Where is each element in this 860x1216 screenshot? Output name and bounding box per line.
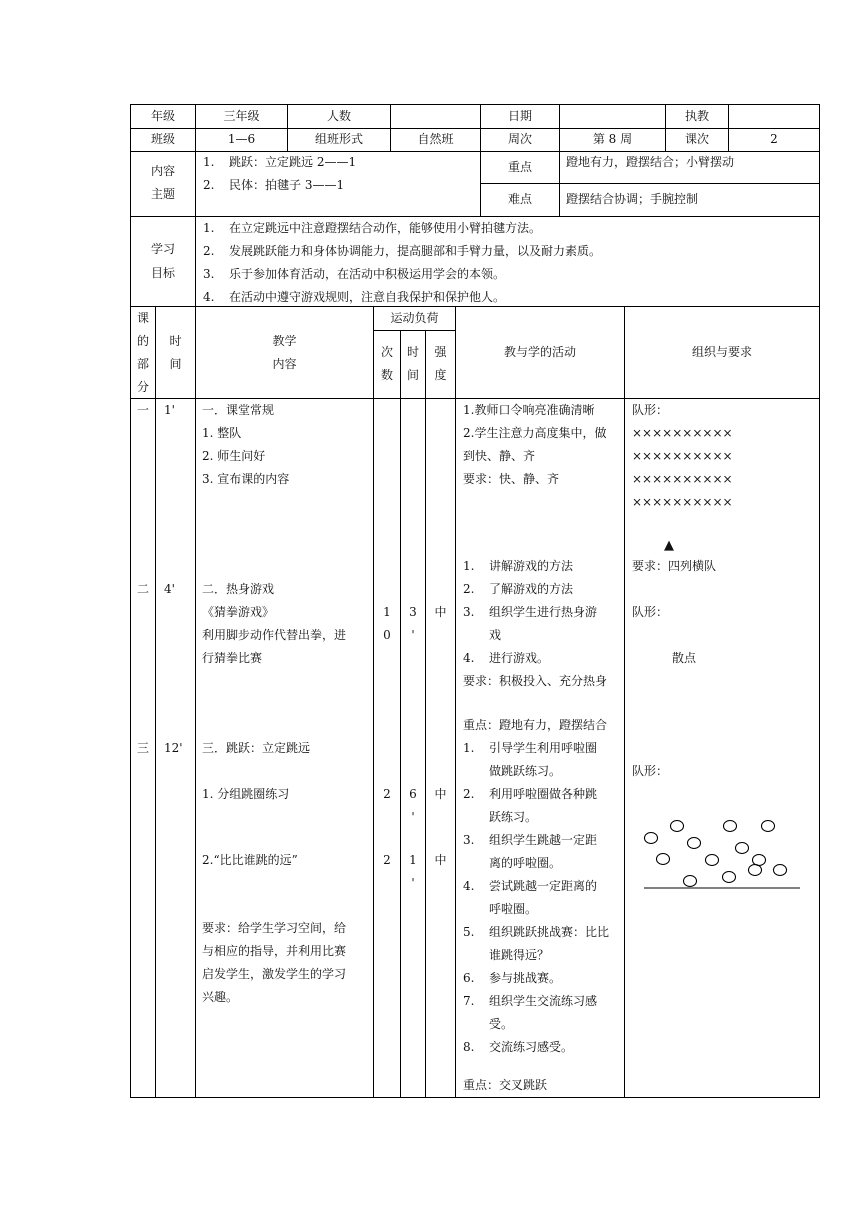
hoop-icon [684,876,697,887]
s1-organize: 队形： ×××××××××× ×××××××××× ×××××××××× ×××××××××× [632,399,733,514]
s3-key: 重点：蹬地有力，蹬摆结合 [463,718,608,732]
col-organize-header: 组织与要求 [691,345,752,359]
formation-row: ×××××××××× [632,495,733,509]
date-label: 日期 [507,109,532,123]
week-value: 第 8 周 [592,132,633,146]
key-label: 重点 [507,160,532,174]
goal-item: 1. 在立定跳远中注意蹬摆结合动作，能够使用小臂拍毽方法。 [203,221,542,235]
s3-p2-count: 2 [383,853,391,867]
content-item: 1. 跳跃：立定跳远 2——1 [203,155,357,169]
s3-practice1: 1. 分组跳圈练习 [202,787,290,801]
s3-practice2: 2.“比比谁跳的远” [202,853,298,867]
lesson-value: 2 [770,132,778,146]
teacher-marker-icon: ▲ [664,538,674,553]
formation-row: ×××××××××× [632,472,733,486]
hoop-icon [706,855,719,866]
s1-content: 一．课堂常规 1. 整队 2. 师生问好 3. 宣布课的内容 [202,403,290,486]
col-activity-header: 教与学的活动 [503,345,576,359]
col-count-header: 次 数 [380,345,393,382]
week-label: 周次 [507,132,532,146]
form-label: 组班形式 [314,132,363,146]
s3-p1-count: 2 [383,787,391,801]
count-label: 人数 [326,109,351,123]
list-item: 4. 进行游戏。 [463,651,550,665]
s2-intensity: 中 [434,605,447,619]
s2-activity-req: 要求：积极投入、充分热身 [463,674,608,688]
s1-requirement: 要求：四列横队 [632,559,717,573]
list-item: 戏 [489,628,502,642]
difficulty-label: 难点 [507,192,532,206]
s3-part: 三 [136,741,149,755]
s1-part: 一 [136,403,149,417]
s2-part: 二 [136,582,149,596]
s3-p1-intensity: 中 [434,787,447,801]
s3-p2-intensity: 中 [434,853,447,867]
s3-time: 12' [164,741,183,755]
col-teach-header-2: 内容 [272,357,297,371]
col-part-header: 课 的 部 分 [136,311,149,394]
s1-activity: 1.教师口令响亮准确清晰 2.学生注意力高度集中，做 到快、静、齐 要求：快、静、齐 [463,403,607,486]
list-item: 6. 参与挑战赛。 [463,971,562,985]
list-item: 5. 组织跳跃挑战赛：比比 [463,925,610,939]
grade-label: 年级 [150,109,175,123]
goal-item: 3. 乐于参加体育活动，在活动中积极运用学会的本领。 [203,267,506,281]
hoop-icon [774,865,787,876]
hoop-icon [688,838,701,849]
difficulty-value: 蹬摆结合协调；手腕控制 [566,192,699,206]
hoop-formation-diagram [630,812,810,892]
hoop-icon [657,854,670,865]
list-item: 3. 组织学生跳越一定距 [463,833,598,847]
class-value: 1—6 [227,132,256,146]
s2-formation: 散点 [672,651,697,665]
teacher-label: 执教 [684,109,709,123]
list-item: 7. 组织学生交流练习感 [463,994,598,1008]
lesson-label: 课次 [684,132,709,146]
list-item: 4. 尝试跳越一定距离的 [463,879,598,893]
hoop-icon [762,821,775,832]
s2-content: 二．热身游戏 《猜拳游戏》 利用脚步动作代替出拳，进 行猜拳比赛 [202,582,347,665]
goals-list [203,217,601,309]
list-item: 1. 讲解游戏的方法 [463,559,574,573]
col-time-header: 时 间 [169,334,182,371]
content-label-1: 内容 [150,164,175,178]
s3-p1-duration: 6 ' [409,787,417,824]
s3-requirement: 要求：给学生学习空间，给 与相应的指导，并利用比赛 启发学生，激发学生的学习 兴趣。 [202,921,347,1004]
goal-item: 2. 发展跳跃能力和身体协调能力，提高腿部和手臂力量，以及耐力素质。 [203,244,602,258]
hoop-icon [724,821,737,832]
grade-value: 三年级 [223,109,260,123]
formation-row: ×××××××××× [632,426,733,440]
formation-row: ×××××××××× [632,449,733,463]
form-value: 自然班 [417,132,454,146]
goals-label-1: 学习 [150,242,175,256]
list-item: 做跳跃练习。 [489,764,562,778]
hoop-icon [671,821,684,832]
hoop-icon [753,855,766,866]
list-item: 离的呼啦圈。 [489,856,562,870]
list-item: 8. 交流练习感受。 [463,1040,574,1054]
list-item: 跃练习。 [489,810,538,824]
s2-duration: 3 ' [409,605,417,642]
s2-activity [463,555,607,693]
s3-title: 三．跳跃：立定跳远 [202,741,311,755]
col-load-header: 运动负荷 [390,311,439,325]
s3-org-label: 队形： [632,764,669,778]
list-item: 2. 了解游戏的方法 [463,582,574,596]
s2-time: 4' [164,582,175,596]
list-item: 谁跳得远？ [489,948,550,962]
content-items [203,151,356,197]
list-item: 1. 引导学生利用呼啦圈 [463,741,598,755]
s2-org-label: 队形： [632,605,669,619]
s3-key2: 重点：交叉跳跃 [463,1078,548,1092]
hoop-icon [723,872,736,883]
s2-count: 1 0 [383,605,391,642]
list-item: 呼啦圈。 [489,902,538,916]
goals-label-2: 目标 [150,266,175,280]
list-item: 3. 组织学生进行热身游 [463,605,598,619]
s3-p2-duration: 1 ' [409,853,417,890]
col-duration-header: 时 间 [406,345,419,382]
goal-item: 4. 在活动中遵守游戏规则，注意自我保护和保护他人。 [203,290,506,304]
s1-time: 1' [164,403,175,417]
key-value: 蹬地有力，蹬摆结合；小臂摆动 [566,155,735,169]
hoop-icon [749,865,762,876]
col-intensity-header: 强 度 [434,345,447,382]
list-item: 2. 利用呼啦圈做各种跳 [463,787,598,801]
hoop-icon [736,843,749,854]
list-item: 受。 [489,1017,514,1031]
class-label: 班级 [150,132,175,146]
content-item: 2. 民体：拍毽子 3——1 [203,178,345,192]
col-teach-header-1: 教学 [272,334,297,348]
s3-activity [463,737,609,1059]
hoop-icon [645,833,658,844]
content-label-2: 主题 [150,187,175,201]
